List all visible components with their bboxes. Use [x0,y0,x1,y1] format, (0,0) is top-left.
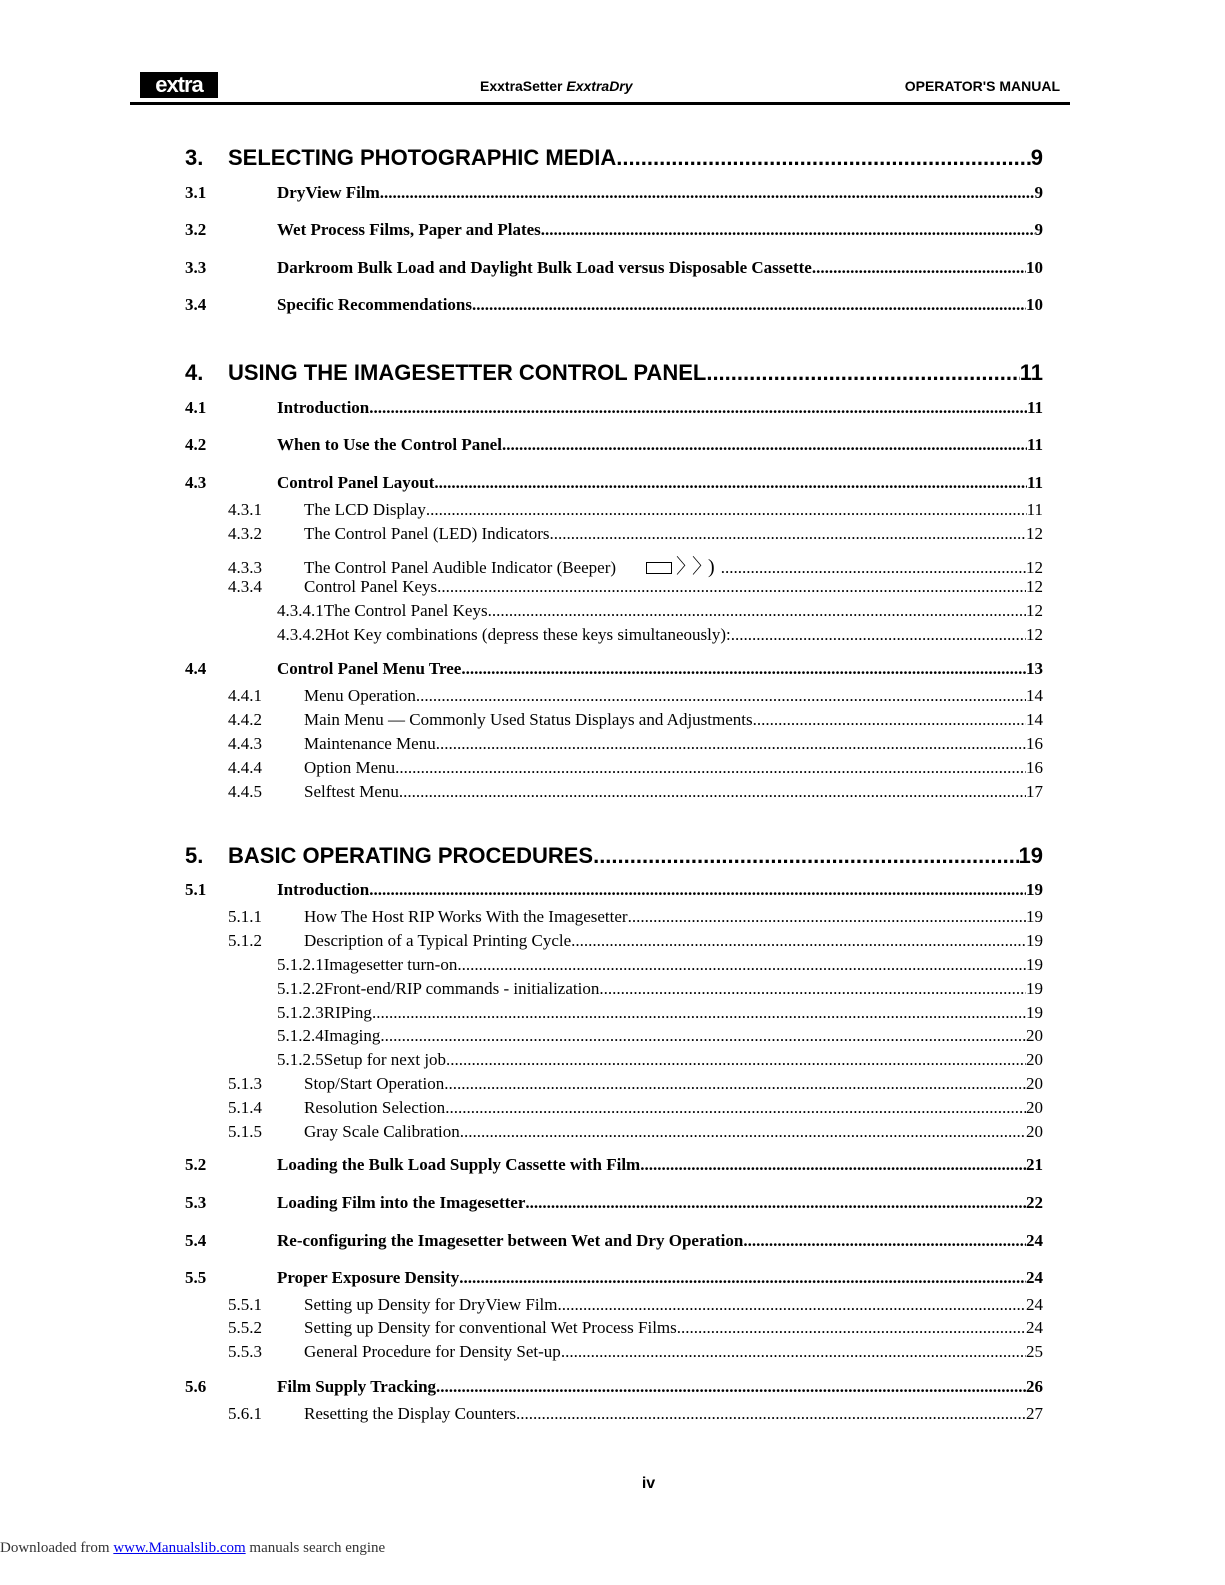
toc-entry-title: When to Use the Control Panel [277,435,502,454]
extra-logo: extra [140,72,218,98]
toc-entry-title: The Control Panel Audible Indicator (Beeper) [304,558,617,577]
toc-entry-number: 4.4.1 [228,686,262,705]
toc-entry[interactable] [185,1295,1043,1315]
toc-entry-number: 4.3.2 [228,524,262,543]
toc-entry-title: Wet Process Films, Paper and Plates [277,220,541,239]
toc-entry-page: 10 [1026,258,1043,277]
toc-entry-page: 19 [1026,1003,1043,1022]
toc-entry-number: 4.3.4 [228,577,262,596]
download-prefix: Downloaded from [0,1540,114,1556]
toc-entry-page: 11 [1026,398,1043,417]
toc-entry-number: 5.5.2 [228,1318,262,1337]
toc-entry[interactable] [185,1342,1043,1362]
toc-entry-page: 19 [1026,979,1043,998]
toc-entry-number: 5.5.3 [228,1342,262,1361]
toc-entry[interactable] [185,473,1043,493]
toc-entry[interactable] [185,360,1043,386]
toc-entry-page: 19 [1026,907,1043,926]
toc-entry-number: 5.1.2.1 [277,955,324,974]
toc-entry-page: 10 [1026,295,1043,314]
toc-entry[interactable] [185,601,1043,621]
toc-entry-title: Loading Film into the Imagesetter [277,1193,526,1212]
toc-leader-dots [599,979,1026,999]
toc-entry-title: The Control Panel Keys [323,601,488,620]
toc-entry-page: 12 [1026,577,1043,596]
toc-entry-number: 3.1 [185,183,207,202]
toc-leader-dots [558,1295,1027,1315]
toc-leader-dots [472,295,1026,315]
toc-entry-page: 12 [1026,601,1043,620]
toc-entry-page: 14 [1026,710,1043,729]
toc-entry[interactable] [185,979,1043,999]
header-manual-title: OPERATOR'S MANUAL [904,78,1060,94]
toc-entry[interactable] [185,577,1043,597]
download-suffix: manuals search engine [245,1540,386,1556]
toc-entry-number: 5.3 [185,1193,207,1212]
toc-entry-page: 12 [1026,558,1043,577]
toc-entry-number: 5.1.2.5 [277,1050,324,1069]
toc-entry[interactable] [185,955,1043,975]
toc-entry-page: 20 [1026,1122,1043,1141]
toc-entry-page: 11 [1026,500,1043,519]
toc-leader-dots [731,625,1026,645]
toc-entry-number: 4.3.4.1 [277,601,324,620]
header-product-italic: ExxtraDry [566,78,633,94]
toc-entry-title: Proper Exposure Density [277,1268,460,1287]
toc-leader-dots [561,1342,1026,1362]
toc-entry-number: 5.1.2.2 [277,979,324,998]
toc-entry-page: 22 [1026,1193,1043,1212]
toc-leader-dots [434,473,1027,493]
toc-entry-title: Main Menu — Commonly Used Status Displays and Adjustments [304,710,753,729]
toc-entry[interactable] [185,1155,1043,1175]
toc-entry-title: Selftest Menu [304,782,399,801]
toc-entry-number: 5.5.1 [228,1295,262,1314]
toc-entry-title: Imagesetter turn-on [323,955,458,974]
toc-entry-number: 4.4.5 [228,782,262,801]
toc-entry[interactable] [185,625,1043,645]
toc-entry-number: 5.4 [185,1231,207,1250]
toc-leader-dots [541,220,1035,240]
page-header [130,70,1070,105]
toc-entry-number: 5.1.2.4 [277,1026,324,1045]
toc-entry[interactable] [185,1026,1043,1046]
toc-leader-dots [812,258,1026,278]
toc-entry-title: BASIC OPERATING PROCEDURES [228,843,594,868]
toc-leader-dots [460,1122,1026,1142]
toc-entry-number: 4.4 [185,659,207,678]
toc-entry-title: SELECTING PHOTOGRAPHIC MEDIA [228,145,617,170]
toc-entry-page: 19 [1026,880,1043,899]
toc-entry-page: 25 [1026,1342,1043,1361]
toc-leader-dots [380,1026,1026,1046]
toc-leader-dots [459,1268,1026,1288]
toc-entry-page: 27 [1026,1404,1043,1423]
toc-entry-number: 4.1 [185,398,207,417]
toc-entry[interactable] [185,1231,1043,1251]
toc-entry-page: 24 [1026,1268,1043,1287]
toc-entry-number: 5.6.1 [228,1404,262,1423]
toc-leader-dots [677,1318,1026,1338]
toc-leader-dots [502,435,1027,455]
toc-entry[interactable] [185,550,1043,579]
toc-entry[interactable] [185,782,1043,802]
toc-leader-dots [640,1155,1026,1175]
toc-entry-title: Introduction [277,880,370,899]
toc-entry[interactable] [185,183,1043,203]
toc-entry[interactable] [185,220,1043,240]
toc-entry-title: Option Menu [304,758,396,777]
toc-entry-page: 17 [1026,782,1043,801]
toc-entry-page: 20 [1026,1026,1043,1045]
toc-entry-title: Re-configuring the Imagesetter between Wet and Dry Operation [277,1231,744,1250]
toc-entry[interactable] [185,500,1043,520]
toc-entry-number: 5.1.2.3 [277,1003,324,1022]
toc-entry-page: 20 [1026,1074,1043,1093]
toc-entry-number: 4.3 [185,473,207,492]
toc-entry-title: Menu Operation [304,686,416,705]
toc-leader-dots [399,782,1026,802]
toc-entry-title: Resetting the Display Counters [304,1404,517,1423]
toc-entry-number: 4.4.4 [228,758,262,777]
toc-entry-title: DryView Film [277,183,380,202]
toc-entry[interactable] [185,1377,1043,1397]
toc-entry-page: 19 [1018,843,1043,868]
toc-leader-dots [550,524,1027,544]
toc-entry-number: 5.1 [185,880,207,899]
toc-entry-number: 5.1.3 [228,1074,262,1093]
toc-entry-number: 4. [185,360,204,385]
toc-entry-page: 24 [1026,1295,1043,1314]
toc-entry-title: How The Host RIP Works With the Imagesetter [304,907,628,926]
toc-entry[interactable] [185,880,1043,900]
toc-entry[interactable] [185,398,1043,418]
toc-entry-title: The Control Panel (LED) Indicators [304,524,550,543]
toc-entry-number: 4.4.2 [228,710,262,729]
toc-leader-dots [525,1193,1026,1213]
toc-entry-page: 9 [1034,183,1043,202]
toc-entry-title: Imaging [323,1026,381,1045]
toc-entry[interactable] [185,686,1043,706]
toc-entry-number: 3.3 [185,258,207,277]
toc-entry-title: Loading the Bulk Load Supply Cassette with Film [277,1155,641,1174]
toc-leader-dots [416,686,1026,706]
toc-leader-dots [446,1050,1026,1070]
toc-entry-number: 5. [185,843,204,868]
toc-entry-number: 4.3.3 [228,558,262,577]
toc-entry-page: 24 [1026,1231,1043,1250]
toc-entry-number: 5.2 [185,1155,207,1174]
toc-entry-page: 11 [1019,360,1043,385]
toc-leader-dots [436,734,1026,754]
toc-entry-page: 21 [1026,1155,1043,1174]
toc-leader-dots [395,758,1026,778]
toc-leader-dots [372,1003,1026,1023]
toc-entry[interactable] [185,843,1043,869]
toc-entry[interactable] [185,1050,1043,1070]
toc-entry-title: Introduction [277,398,370,417]
download-notice [0,1540,385,1557]
toc-entry-page: 20 [1026,1098,1043,1117]
toc-entry[interactable] [185,1318,1043,1338]
toc-entry-page: 19 [1026,955,1043,974]
toc-entry[interactable] [185,1404,1043,1424]
toc-entry-title: Front-end/RIP commands - initialization [323,979,600,998]
toc-entry-number: 3.4 [185,295,207,314]
toc-leader-dots [616,145,1030,171]
toc-entry-title: Hot Key combinations (depress these keys simultaneously): [323,625,731,644]
toc-entry-number: 3. [185,145,204,170]
toc-entry[interactable] [185,1268,1043,1288]
toc-leader-dots [457,955,1026,975]
toc-entry-title: Control Panel Layout [277,473,435,492]
toc-entry-page: 19 [1026,931,1043,950]
toc-entry-title: USING THE IMAGESETTER CONTROL PANEL [228,360,707,385]
toc-entry-page: 11 [1026,473,1043,492]
toc-entry[interactable] [185,435,1043,455]
toc-entry-title: Film Supply Tracking [277,1377,437,1396]
toc-entry-title: General Procedure for Density Set-up [304,1342,561,1361]
toc-entry-title: Setup for next job [323,1050,447,1069]
toc-leader-dots [593,843,1018,869]
toc-entry-title: Gray Scale Calibration [304,1122,460,1141]
toc-leader-dots [369,880,1026,900]
toc-entry-title: Stop/Start Operation [304,1074,445,1093]
toc-entry[interactable] [185,931,1043,951]
toc-entry-title: RIPing [323,1003,372,1022]
toc-entry-title: The LCD Display [304,500,426,519]
toc-entry-page: 12 [1026,625,1043,644]
toc-entry-page: 16 [1026,734,1043,753]
toc-entry-title: Setting up Density for conventional Wet Process Films [304,1318,677,1337]
toc-entry-number: 5.1.5 [228,1122,262,1141]
beeper-icon: 〉〉) [646,550,721,579]
toc-entry[interactable] [185,734,1043,754]
toc-entry[interactable] [185,1098,1043,1118]
toc-entry-page: 9 [1034,220,1043,239]
toc-entry-title: Description of a Typical Printing Cycle [304,931,572,950]
toc-entry-number: 4.3.4.2 [277,625,324,644]
toc-entry[interactable] [185,295,1043,315]
toc-entry-number: 4.2 [185,435,207,454]
toc-entry-number: 3.2 [185,220,207,239]
toc-entry[interactable] [185,524,1043,544]
toc-leader-dots [571,931,1026,951]
toc-leader-dots [369,398,1027,418]
toc-entry-title: Maintenance Menu [304,734,436,753]
toc-leader-dots [380,183,1035,203]
toc-entry[interactable] [185,1193,1043,1213]
toc-leader-dots [743,1231,1026,1251]
toc-leader-dots [444,1074,1026,1094]
page-number: iv [641,1475,656,1492]
toc-entry[interactable] [185,1122,1043,1142]
toc-entry[interactable] [185,907,1043,927]
toc-entry-page: 14 [1026,686,1043,705]
toc-leader-dots [436,1377,1026,1397]
toc-entry[interactable] [185,710,1043,730]
header-product-plain: ExxtraSetter [480,78,563,94]
toc-leader-dots [628,907,1026,927]
toc-leader-dots [488,601,1026,621]
toc-entry-title: Control Panel Keys [304,577,438,596]
toc-entry-title: Resolution Selection [304,1098,446,1117]
toc-leader-dots [461,659,1026,679]
toc-entry-number: 4.4.3 [228,734,262,753]
toc-entry-title: Darkroom Bulk Load and Daylight Bulk Load versus Disposable Cassette [277,258,812,277]
toc-entry-title: Control Panel Menu Tree [277,659,462,678]
toc-leader-dots [706,360,1019,386]
toc-entry-number: 5.1.2 [228,931,262,950]
toc-entry-number: 4.3.1 [228,500,262,519]
toc-entry-number: 5.5 [185,1268,207,1287]
toc-entry-page: 13 [1026,659,1043,678]
toc-entry[interactable] [185,1003,1043,1023]
toc-leader-dots [721,558,1026,578]
header-product [480,78,633,94]
toc-entry-page: 26 [1026,1377,1043,1396]
toc-leader-dots [426,500,1027,520]
toc-leader-dots [516,1404,1026,1424]
toc-entry-number: 5.1.1 [228,907,262,926]
toc-entry[interactable] [185,1074,1043,1094]
toc-entry-title: Setting up Density for DryView Film [304,1295,558,1314]
toc-entry-page: 16 [1026,758,1043,777]
toc-entry-page: 11 [1026,435,1043,454]
toc-entry-number: 5.6 [185,1377,207,1396]
manualslib-link[interactable]: www.Manualslib.com [113,1540,246,1556]
toc-entry[interactable] [185,758,1043,778]
toc-leader-dots [437,577,1026,597]
toc-entry[interactable] [185,258,1043,278]
toc-entry-page: 20 [1026,1050,1043,1069]
toc-entry[interactable] [185,145,1043,171]
toc-leader-dots [445,1098,1026,1118]
toc-entry-page: 9 [1030,145,1043,170]
toc-leader-dots [753,710,1026,730]
toc-entry-page: 12 [1026,524,1043,543]
toc-entry-page: 24 [1026,1318,1043,1337]
toc-entry[interactable] [185,659,1043,679]
toc-entry-title: Specific Recommendations [277,295,473,314]
toc-entry-number: 5.1.4 [228,1098,262,1117]
